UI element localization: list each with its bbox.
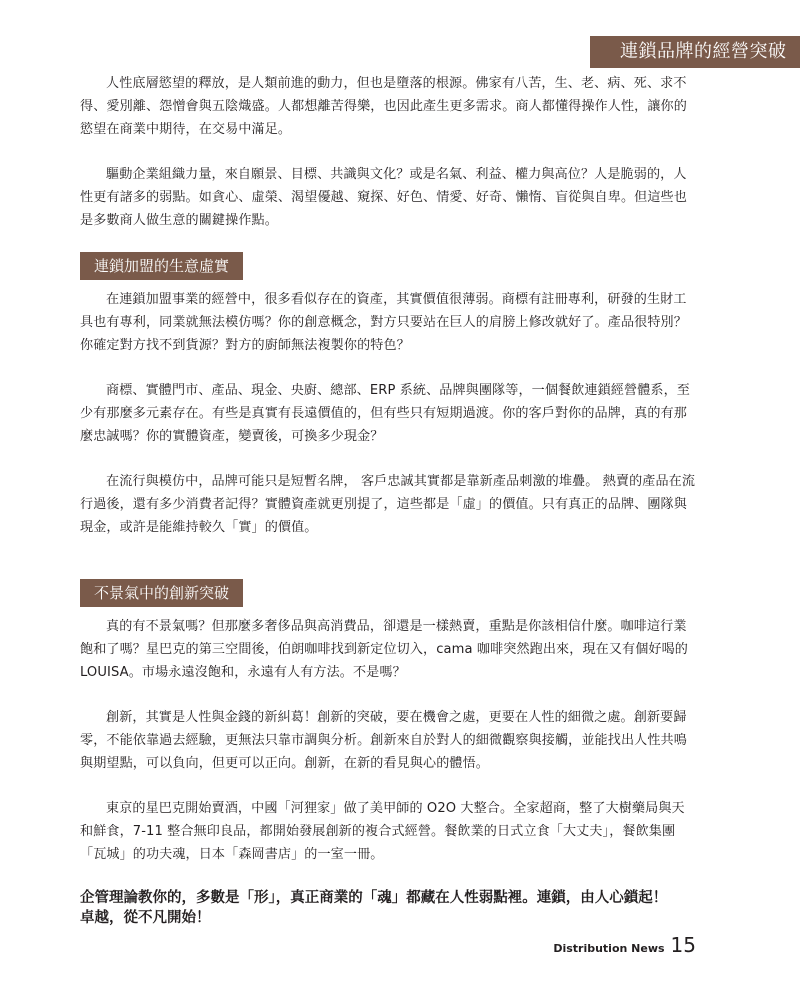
section-2-paragraph-2: 創新，其實是人性與金錢的新糾葛！創新的突破，要在機會之處，更要在人性的細微之處。創新要歸零，不能依靠過去經驗，更無法只靠市調與分析。創新來自於對人的細微觀察與接觸，並能找出人性共鳴與期望點，可以負向，但更可以正向。創新，在新的看見與心的體悟。 (80, 710, 687, 771)
section-1-paragraph-2: 商標、實體門市、產品、現金、央廚、總部、ERP 系統、品牌與團隊等，一個餐飲連鎖經營體系，至少有那麼多元素存在。有些是真實有長遠價值的，但有些只有短期過渡。你的客戶對你的品牌，真的有那麼忠誠嗎？你的實體資產，變賣後，可換多少現金？ (80, 383, 690, 444)
intro-paragraph-2: 驅動企業組織力量，來自願景、目標、共識與文化？或是名氣、利益、權力與高位？人是脆弱的，人性更有諸多的弱點。如貪心、虛榮、渴望優越、窺探、好色、情愛、好奇、懶惰、盲從與自卑。但這些也是多數商人做生意的關鍵操作點。 (80, 167, 687, 228)
section-1-title: 連鎖加盟的生意虛實 (80, 252, 243, 280)
header-banner: 連鎖品牌的經營突破 (590, 36, 800, 68)
section-2-paragraph-3: 東京的星巴克開始賣酒，中國「河狸家」做了美甲師的 O2O 大整合。全家超商，整了大樹藥局與天和鮮食，7-11 整合無印良品，都開始發展創新的複合式經營。餐飲業的日式立食「大丈夫」，餐飲集團「瓦城」的功夫魂，日本「森岡書店」的一室一冊。 (80, 801, 685, 862)
page-footer (553, 933, 696, 957)
section-1-paragraph-3: 在流行與模仿中，品牌可能只是短暫名牌， 客戶忠誠其實都是靠新產品刺激的堆疊。 熱賣的產品在流行過後，還有多少消費者記得？實體資產就更別提了，這些都是「虛」的價值。只有真正的品牌、團隊與現金，或許是能維持較久「實」的價值。 (80, 474, 696, 535)
intro-paragraph-1: 人性底層慾望的釋放，是人類前進的動力，但也是墮落的根源。佛家有八苦，生、老、病、死、求不得、愛別離、怨憎會與五陰熾盛。人都想離苦得樂，也因此產生更多需求。商人都懂得操作人性，讓你的慾望在商業中期待，在交易中滿足。 (80, 76, 687, 137)
section-1-paragraph-1: 在連鎖加盟事業的經營中，很多看似存在的資產，其實價值很薄弱。商標有註冊專利，研發的生財工具也有專利，同業就無法模仿嗎？你的創意概念，對方只要站在巨人的肩膀上修改就好了。產品很特別？你確定對方找不到貨源？對方的廚師無法複製你的特色？ (80, 292, 687, 353)
magazine-name: Distribution News (553, 942, 665, 955)
article-body (80, 72, 696, 928)
section-2-paragraph-1: 真的有不景氣嗎？但那麼多奢侈品與高消費品，卻還是一樣熱賣，重點是你該相信什麼。咖啡這行業飽和了嗎？星巴克的第三空間後，伯朗咖啡找到新定位切入，cama 咖啡突然跑出來，現在又有個好喝的 LOUISA。市場永遠沒飽和，永遠有人有方法。不是嗎？ (80, 619, 688, 680)
closing-line-1: 企管理論教你的，多數是「形」，真正商業的「魂」都藏在人性弱點裡。連鎖，由人心鎖起！ (80, 890, 668, 906)
closing-line-2: 卓越，從不凡開始！ (80, 910, 211, 926)
page-number: 15 (670, 933, 696, 957)
section-2-title: 不景氣中的創新突破 (80, 579, 243, 607)
